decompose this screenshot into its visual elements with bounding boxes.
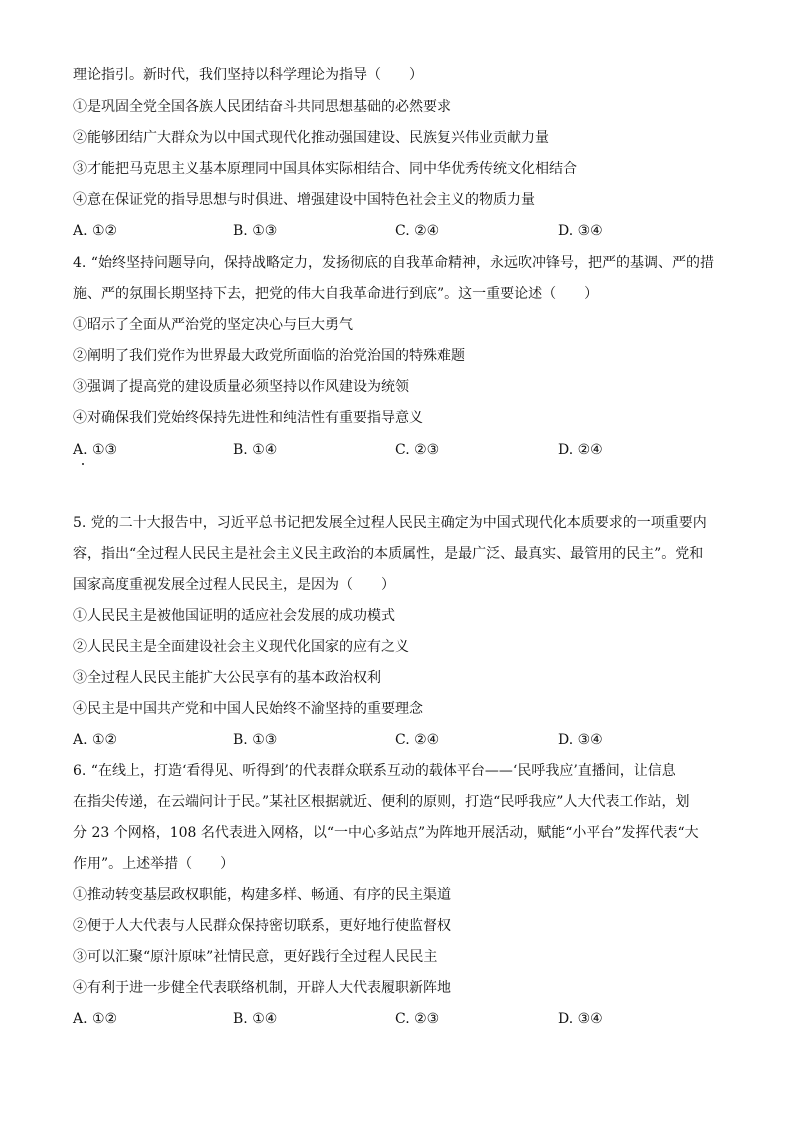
q4-statement-4: ④对确保我们党始终保持先进性和纯洁性有重要指导意义 (73, 410, 423, 426)
q4-statement-2: ②阐明了我们党作为世界最大政党所面临的治党治国的特殊难题 (73, 348, 465, 364)
q6-stem-line-3: 分 23 个网格，108 名代表进入网格，以“一中心多站点”为阵地开展活动，赋能“小平台”发挥代表“大 (73, 825, 699, 841)
q6-stem-line-1: 6. “在线上，打造‘看得见、听得到’的代表群众联系互动的载体平台——‘民呼我应’直播间，让信息 (73, 763, 676, 779)
q4-option-b[interactable]: B. ①④ (233, 442, 278, 458)
q4-option-a[interactable]: A. ①③ (73, 442, 118, 458)
q3-statement-1: ①是巩固全党全国各族人民团结奋斗共同思想基础的必然要求 (73, 99, 451, 115)
q4-option-d[interactable]: D. ②④ (558, 442, 603, 458)
q6-option-a[interactable]: A. ①② (73, 1011, 118, 1027)
q5-option-d[interactable]: D. ③④ (558, 732, 603, 748)
q6-options (73, 1010, 733, 1028)
q4-stem-line-1: 4. “始终坚持问题导向，保持战略定力，发扬彻底的自我革命精神，永远吹冲锋号，把严的基调、严的措 (73, 255, 714, 271)
q3-option-d[interactable]: D. ③④ (558, 223, 603, 239)
q6-statement-2: ②便于人大代表与人民群众保持密切联系，更好地行使监督权 (73, 918, 451, 934)
q5-options (73, 731, 733, 749)
q4-options (73, 441, 733, 459)
q3-stem-line: 理论指引。新时代，我们坚持以科学理论为指导（ ） (73, 67, 423, 83)
q6-option-c[interactable]: C. ②③ (395, 1011, 440, 1027)
q5-option-b[interactable]: B. ①③ (233, 732, 278, 748)
q3-options (73, 222, 733, 240)
q6-statement-3: ③可以汇聚“原汁原味”社情民意，更好践行全过程人民民主 (73, 949, 438, 965)
q3-statement-2: ②能够团结广大群众为以中国式现代化推动强国建设、民族复兴伟业贡献力量 (73, 130, 549, 146)
q6-option-d[interactable]: D. ③④ (558, 1011, 603, 1027)
q5-option-c[interactable]: C. ②④ (395, 732, 440, 748)
q3-option-a[interactable]: A. ①② (73, 223, 118, 239)
q5-statement-1: ①人民民主是被他国证明的适应社会发展的成功模式 (73, 608, 395, 624)
q5-statement-3: ③全过程人民民主能扩大公民享有的基本政治权利 (73, 670, 381, 686)
q5-option-a[interactable]: A. ①② (73, 732, 118, 748)
q3-option-b[interactable]: B. ①③ (233, 223, 278, 239)
q3-statement-4: ④意在保证党的指导思想与时俱进、增强建设中国特色社会主义的物质力量 (73, 192, 535, 208)
q4-statement-3: ③强调了提高党的建设质量必须坚持以作风建设为统领 (73, 379, 409, 395)
q5-stem-line-2: 容，指出“全过程人民民主是社会主义民主政治的本质属性，是最广泛、最真实、最管用的民主”。党和 (73, 546, 704, 562)
q4-stem-line-2: 施、严的氛围长期坚持下去，把党的伟大自我革命进行到底”。这一重要论述（ ） (73, 286, 599, 302)
q6-stem-line-2: 在指尖传递，在云端问计于民。”某社区根据就近、便利的原则，打造“民呼我应”人大代表工作站，划 (73, 794, 690, 810)
q5-statement-2: ②人民民主是全面建设社会主义现代化国家的应有之义 (73, 639, 409, 655)
stray-mark (82, 463, 84, 465)
q3-statement-3: ③才能把马克思主义基本原理同中国具体实际相结合、同中华优秀传统文化相结合 (73, 161, 577, 177)
q5-statement-4: ④民主是中国共产党和中国人民始终不渝坚持的重要理念 (73, 701, 423, 717)
q3-option-c[interactable]: C. ②④ (395, 223, 440, 239)
q6-option-b[interactable]: B. ①④ (233, 1011, 278, 1027)
q6-stem-line-4: 作用”。上述举措（ ） (73, 856, 235, 872)
q4-statement-1: ①昭示了全面从严治党的坚定决心与巨大勇气 (73, 317, 353, 333)
q6-statement-4: ④有利于进一步健全代表联络机制，开辟人大代表履职新阵地 (73, 980, 451, 996)
q5-stem-line-3: 国家高度重视发展全过程人民民主，是因为（ ） (73, 577, 395, 593)
q6-statement-1: ①推动转变基层政权职能，构建多样、畅通、有序的民主渠道 (73, 887, 451, 903)
q4-option-c[interactable]: C. ②③ (395, 442, 440, 458)
q5-stem-line-1: 5. 党的二十大报告中，习近平总书记把发展全过程人民民主确定为中国式现代化本质要求的一项重要内 (73, 515, 707, 531)
